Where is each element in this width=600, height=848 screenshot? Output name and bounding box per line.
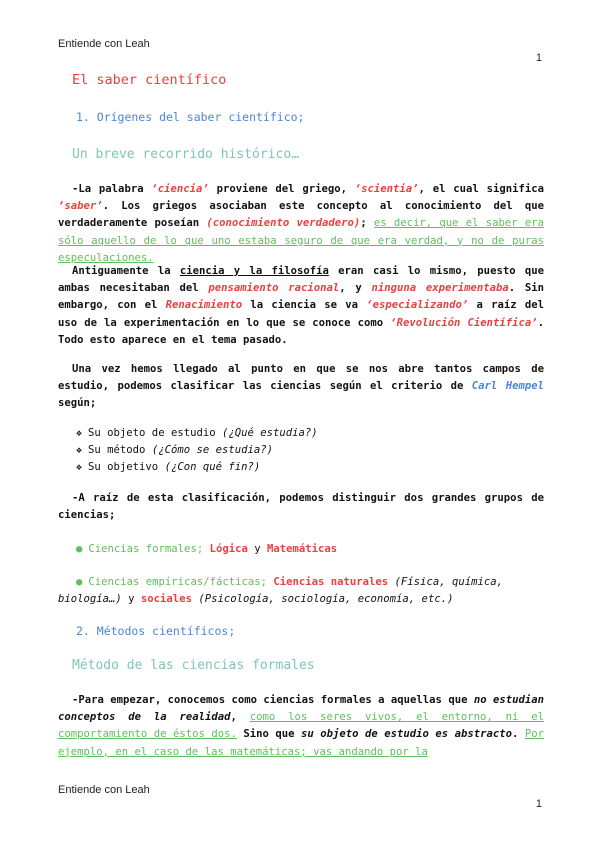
list-item: ❖ Su objeto de estudio (¿Qué estudia?) <box>76 425 318 442</box>
header-page-number: 1 <box>535 52 542 64</box>
subsection-heading-2: Método de las ciencias formales <box>72 658 315 673</box>
paragraph-4: -A raíz de esta clasificación, podemos distinguir dos grandes grupos de ciencias; <box>58 492 544 522</box>
diamond-bullet-icon: ❖ <box>76 462 83 473</box>
bullet-dot-icon: ● <box>76 576 83 588</box>
criteria-list <box>76 425 318 476</box>
diamond-bullet-icon: ❖ <box>76 428 83 439</box>
document-title: El saber científico <box>72 72 227 88</box>
page-footer: Entiende con Leah <box>58 784 150 796</box>
section-heading-1: 1. Orígenes del saber científico; <box>76 110 305 124</box>
list-item: ❖ Su método (¿Cómo se estudia?) <box>76 442 318 459</box>
subsection-heading-1: Un breve recorrido histórico… <box>72 147 299 162</box>
section-heading-2: 2. Métodos científicos; <box>76 624 236 638</box>
diamond-bullet-icon: ❖ <box>76 445 83 456</box>
bullet-dot-icon: ● <box>76 543 83 555</box>
paragraph-1: -La palabra ‘ciencia’ proviene del griego, ‘scientia’, el cual significa ‘saber’. Los griegos asociaban este concepto al conocimiento del que verdaderamente poseían (conocimiento verdadero); es decir, que el saber era sólo aquello de lo que uno estaba seguro de que era verdad, y no de puras especulaciones. <box>58 183 544 264</box>
paragraph-5: -Para empezar, conocemos como ciencias formales a aquellas que no estudian conceptos de la realidad, como los seres vivos, el entorno, ni el comportamiento de éstos dos. Sino que su objeto de estudio es abstracto. Por ejemplo, en el caso de las matemáticas; vas andando por la <box>58 694 544 758</box>
page-header: Entiende con Leah <box>58 38 150 50</box>
paragraph-2: Antiguamente la ciencia y la filosofía eran casi lo mismo, puesto que ambas necesitaban del pensamiento racional, y ninguna experimentaba. Sin embargo, con el Renacimiento la ciencia se va ‘especializando’ a raíz del uso de la experimentación en lo que se conoce como ‘Revolución Científica’. Todo esto aparece en el tema pasado. <box>58 265 545 346</box>
paragraph-3: Una vez hemos llegado al punto en que se nos abre tantos campos de estudio, podemos clasificar las ciencias según el criterio de Carl Hempel según; <box>58 363 544 410</box>
footer-page-number: 1 <box>535 798 542 810</box>
formal-sciences-item: ● Ciencias formales; Lógica y Matemáticas <box>76 543 338 555</box>
list-item: ❖ Su objetivo (¿Con qué fin?) <box>76 459 318 476</box>
empirical-sciences-item: ● Ciencias empíricas/fácticas; Ciencias naturales (Física, química, biología…) y sociales (Psicología, sociología, economía, etc.) <box>58 576 503 605</box>
